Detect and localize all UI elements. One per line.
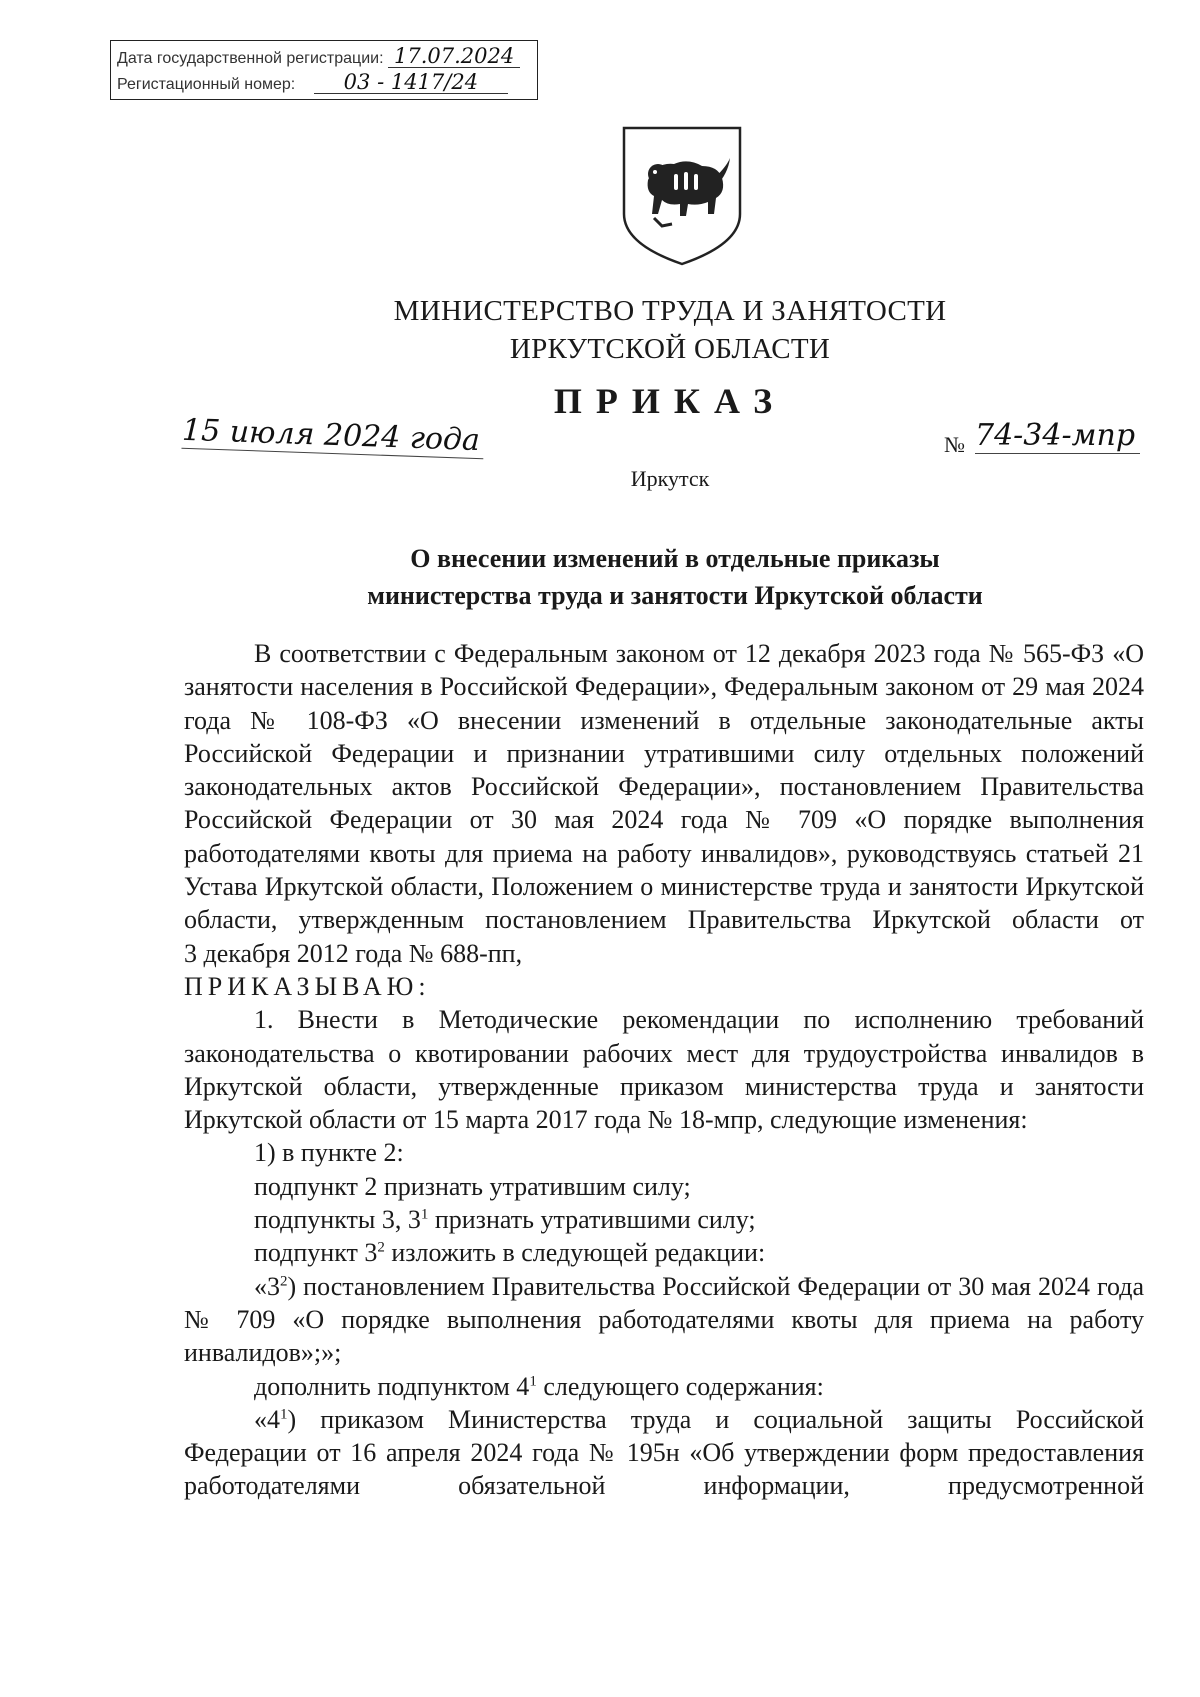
change-line-d-sup: 1 <box>529 1372 537 1389</box>
quote-2-sup: 1 <box>280 1406 288 1423</box>
change-line-d <box>184 1370 1144 1403</box>
order-title: ПРИКАЗ <box>553 381 787 421</box>
quote-2-text-end: ) приказом Министерства труда и социальной защиты Российской Федерации от 16 апреля 2024 года № 195н «Об утверждении форм предоставления работодателями обязательной информации, предусмотренной <box>184 1404 1144 1501</box>
preamble-ending: 3 декабря 2012 года № 688-пп, <box>184 938 523 968</box>
quote-1-sup: 2 <box>280 1272 288 1289</box>
ministry-name-line2: ИРКУТСКОЙ ОБЛАСТИ <box>509 333 831 365</box>
order-word: ПРИКАЗЫВАЮ: <box>184 971 431 1001</box>
order-body <box>184 637 1144 1503</box>
change-line-d-text-end: следующего содержания: <box>536 1371 824 1401</box>
subject-line1: О внесении изменений в отдельные приказы <box>410 544 940 573</box>
city-name: Иркутск <box>630 466 710 491</box>
quote-1-text: «3 <box>254 1271 280 1301</box>
preamble-paragraph: В соответствии с Федеральным законом от 12 декабря 2023 года № 565-ФЗ «О занятости населения в Российской Федерации», Федеральным законом от 29 мая 2024 года № 108-ФЗ «О внесении изменений в отдельные законодательные акты Российской Федерации и признании утратившими силу отдельных положений законодательных актов Российской Федерации», постановлением Правительства Российской Федерации от 30 мая 2024 года № 709 «О порядке выполнения работодателями квоты для приема на работу инвалидов», руководствуясь статьей 21 Устава Иркутской области, Положением о министерстве труда и занятости Иркутской области, утвержденным постановлением Правительства Иркутской области от <box>184 639 1144 935</box>
ministry-name-line1: МИНИСТЕРСТВО ТРУДА И ЗАНЯТОСТИ <box>393 295 947 327</box>
change-line-c-sup: 2 <box>377 1239 385 1256</box>
registration-stamp <box>110 40 538 100</box>
stamp-date-row <box>117 45 531 71</box>
change-line-b <box>184 1203 1144 1236</box>
stamp-date-label: Дата государственной регистрации: <box>117 50 384 67</box>
subject-line2: министерства труда и занятости Иркутской области <box>367 581 983 610</box>
change-line-a: подпункт 2 признать утратившим силу; <box>254 1171 691 1201</box>
order-date-handwritten: 15 июля 2024 года <box>181 413 484 460</box>
change-line-c-text-end: изложить в следующей редакции: <box>384 1238 766 1268</box>
change-line-c-text: подпункт 3 <box>254 1238 378 1268</box>
order-subject <box>220 540 1130 614</box>
subitem-1: 1) в пункте 2: <box>254 1138 404 1168</box>
quote-1-text-end: ) постановлением Правительства Российской Федерации от 30 мая 2024 года № 709 «О порядке выполнения работодателями квоты для приема на работу инвалидов»;»; <box>184 1271 1144 1368</box>
change-line-d-text: дополнить подпунктом 4 <box>254 1371 530 1401</box>
order-number-label: № <box>944 432 965 457</box>
change-line-b-text-end: признать утратившими силу; <box>428 1205 756 1235</box>
change-line-c <box>184 1236 1144 1269</box>
quoted-subitem-4-1 <box>184 1403 1144 1503</box>
coat-of-arms-emblem <box>618 122 746 270</box>
quote-2-text: «4 <box>254 1404 280 1434</box>
stamp-number-label: Регистационный номер: <box>117 76 296 93</box>
change-line-b-sup: 1 <box>420 1206 429 1223</box>
order-number-handwritten: 74-34-мпр <box>975 418 1140 454</box>
stamp-number-row <box>117 71 531 97</box>
quoted-subitem-3-2 <box>184 1270 1144 1370</box>
stamp-date-value: 17.07.2024 <box>388 45 520 68</box>
item-1-paragraph: 1. Внести в Методические рекомендации по исполнению требований законодательства о квотировании рабочих мест для трудоустройства инвалидов в Иркутской области, утвержденные приказом министерства труда и занятости Иркутской области от 15 марта 2017 года № 18-мпр, следующие изменения: <box>184 1005 1144 1135</box>
change-line-b-text: подпункты 3, 3 <box>254 1205 421 1235</box>
stamp-number-value: 03 - 1417/24 <box>314 71 508 94</box>
